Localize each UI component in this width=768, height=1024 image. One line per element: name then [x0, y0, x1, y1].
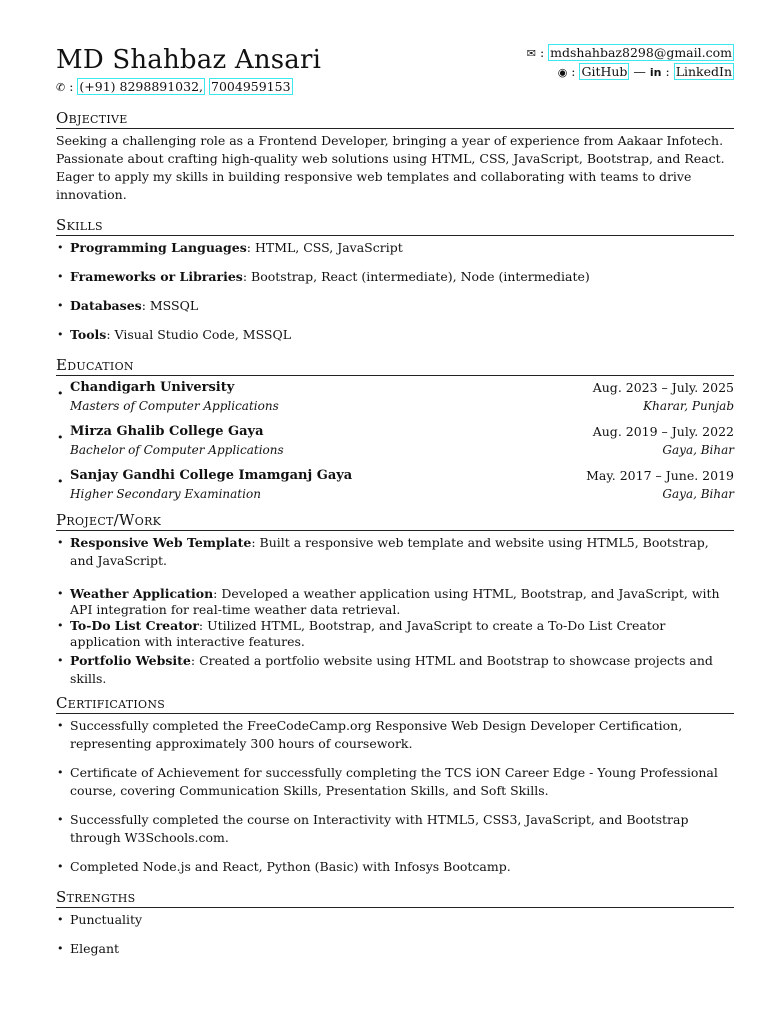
skill-item [56, 297, 734, 315]
resume-header [56, 44, 734, 97]
education-section [56, 356, 734, 507]
skill-label: Tools [70, 327, 107, 342]
certification-item: • Certificate of Achievement for successfully completing the TCS iON Career Edge - Young Professional course, covering Communication Skills, Presentation Skills, and Soft Skills. [56, 764, 734, 800]
project-label: To-Do List Creator [70, 618, 199, 633]
education-location: Kharar, Punjab [643, 399, 734, 413]
resume-page [56, 44, 734, 969]
skill-value: : Bootstrap, React (intermediate), Node (intermediate) [242, 269, 590, 284]
institution-name: Sanjay Gandhi College Imamganj Gaya [70, 468, 353, 483]
social-line: ◉ : GitHub — in : LinkedIn [527, 63, 734, 82]
github-link[interactable]: GitHub [581, 64, 628, 79]
project-item [56, 652, 734, 688]
institution-name: Chandigarh University [70, 380, 235, 395]
phone-link-2[interactable]: 7004959153 [211, 79, 291, 94]
email-line: ✉ : mdshahbaz8298@gmail.com [527, 44, 734, 63]
skills-section [56, 216, 734, 344]
strengths-section [56, 888, 734, 958]
github-icon: ◉ [557, 66, 568, 79]
project-item [56, 534, 734, 570]
certification-item: • Successfully completed the FreeCodeCamp.org Responsive Web Design Developer Certification, representing approximately 300 hours of coursework. [56, 717, 734, 753]
section-title-projects: Project/Work [56, 511, 734, 531]
project-item [56, 618, 734, 650]
education-dates: Aug. 2019 – July. 2022 [592, 424, 734, 439]
project-item [56, 586, 734, 618]
skill-label: Frameworks or Libraries [70, 269, 243, 284]
education-location: Gaya, Bihar [662, 443, 734, 457]
education-dates: Aug. 2023 – July. 2025 [592, 380, 734, 395]
institution-name: Mirza Ghalib College Gaya [70, 424, 264, 439]
project-desc: : Created a portfolio website using HTML and Bootstrap to showcase projects and skills. [70, 653, 713, 686]
education-dates: May. 2017 – June. 2019 [586, 468, 734, 483]
phone-link-1[interactable]: (+91) 8298891032, [79, 79, 204, 94]
envelope-icon: ✉ [526, 47, 536, 60]
skill-value: : MSSQL [141, 298, 199, 313]
skill-item [56, 239, 734, 257]
degree-name: Higher Secondary Examination [70, 487, 261, 501]
candidate-name: MD Shahbaz Ansari [56, 45, 322, 75]
education-row-top [70, 379, 734, 397]
strength-item: • Elegant [56, 940, 734, 958]
phone-number-1: (+91) 8298891032 [79, 79, 200, 94]
education-row-bottom [70, 485, 734, 503]
objective-section [56, 109, 734, 204]
project-desc: : Utilized HTML, Bootstrap, and JavaScript to create a To-Do List Creator application with interactive features. [70, 618, 666, 649]
section-title-skills: Skills [56, 216, 734, 236]
skill-label: Programming Languages [70, 240, 247, 255]
education-location: Gaya, Bihar [662, 487, 734, 501]
education-row-top [70, 423, 734, 441]
education-row-bottom [70, 397, 734, 415]
skill-item [56, 268, 734, 286]
projects-section [56, 511, 734, 688]
degree-name: Bachelor of Computer Applications [70, 443, 284, 457]
strength-item: • Punctuality [56, 911, 734, 929]
section-title-objective: Objective [56, 109, 734, 129]
projects-list [56, 534, 734, 688]
project-label: Responsive Web Template [70, 535, 252, 550]
education-row-top [70, 467, 734, 485]
contact-links [527, 44, 734, 82]
email-link[interactable]: mdshahbaz8298@gmail.com [550, 45, 732, 60]
certifications-list [56, 717, 734, 876]
education-item [56, 379, 734, 423]
project-desc: : Built a responsive web template and website using HTML5, Bootstrap, and JavaScript. [70, 535, 709, 568]
phone-icon: ✆ [56, 81, 66, 94]
project-desc: : Developed a weather application using HTML, Bootstrap, and JavaScript, with API integration for real-time weather data retrieval. [70, 586, 720, 617]
social-separator: — [633, 64, 646, 79]
strengths-list [56, 911, 734, 958]
certifications-section [56, 694, 734, 876]
certification-item: • Successfully completed the course on Interactivity with HTML5, CSS3, JavaScript, and Bootstrap through W3Schools.com. [56, 811, 734, 847]
education-item [56, 423, 734, 467]
skill-value: : HTML, CSS, JavaScript [246, 240, 403, 255]
project-label: Portfolio Website [70, 653, 191, 668]
degree-name: Masters of Computer Applications [70, 399, 279, 413]
linkedin-icon: in [649, 66, 662, 79]
section-title-strengths: Strengths [56, 888, 734, 908]
education-item [56, 467, 734, 507]
section-title-education: Education [56, 356, 734, 376]
section-title-certifications: Certifications [56, 694, 734, 714]
bullet-dot: • [57, 475, 64, 488]
education-row-bottom [70, 441, 734, 459]
skills-list [56, 239, 734, 344]
phone-separator: : [69, 79, 74, 94]
project-label: Weather Application [70, 586, 214, 601]
linkedin-link[interactable]: LinkedIn [675, 64, 732, 79]
skill-value: : Visual Studio Code, MSSQL [106, 327, 292, 342]
skill-label: Databases [70, 298, 142, 313]
bullet-dot: • [57, 431, 64, 444]
objective-text: Seeking a challenging role as a Frontend Developer, bringing a year of experience from Aakaar Infotech. Passionate about crafting high-quality web solutions using HTML, CSS, JavaScript, Bootstrap, and React. Eager to apply my skills in building responsive web templates and collaborating with teams to drive innovation. [56, 133, 725, 202]
certification-item: • Completed Node.js and React, Python (Basic) with Infosys Bootcamp. [56, 858, 734, 876]
bullet-dot: • [57, 387, 64, 400]
skill-item [56, 326, 734, 344]
